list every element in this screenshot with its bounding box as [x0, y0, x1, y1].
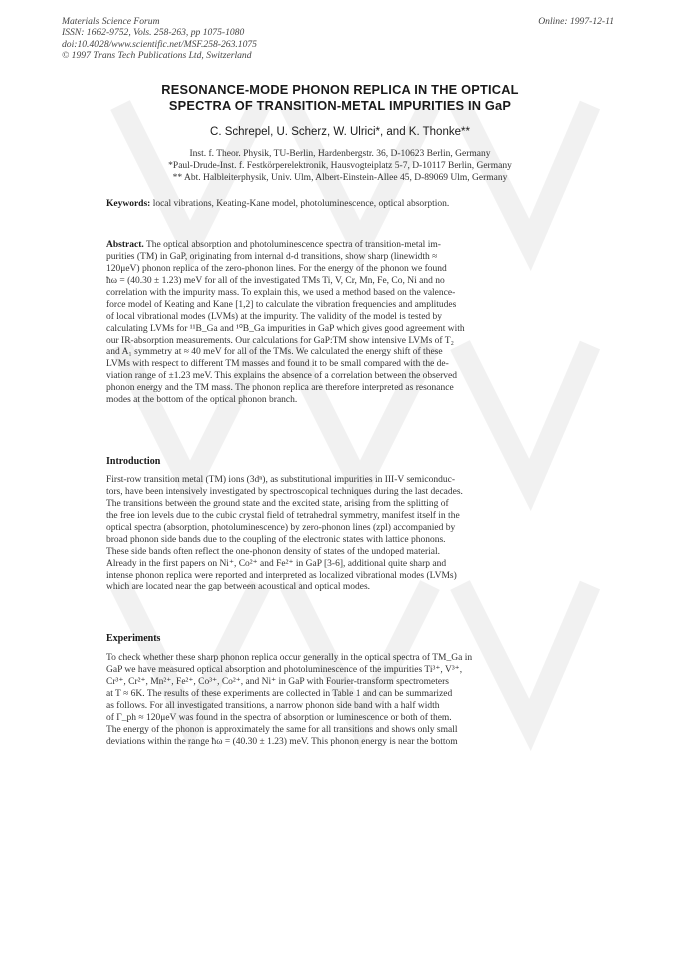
abstract-line: our IR-absorption measurements. Our calculations for GaP:TM show intensive LVMs of T₂	[106, 335, 454, 346]
abstract-line: 120μeV) phonon replica of the zero-phonon lines. For the energy of the phonon we found	[106, 263, 447, 274]
experiments-line: at T ≈ 6K. The results of these experiments are collected in Table 1 and can be summarized	[106, 688, 453, 699]
abstract-line: LVMs with respect to different TM masses and found it to be small compared with the de-	[106, 359, 449, 370]
experiments-line: as follows. For all investigated transitions, a narrow phonon side band with a half width	[106, 700, 440, 711]
abstract-line	[106, 240, 578, 252]
title-line-1: RESONANCE-MODE PHONON REPLICA IN THE OPTICAL	[161, 82, 519, 97]
title-line-2: SPECTRA OF TRANSITION-METAL IMPURITIES IN GaP	[168, 97, 512, 113]
abstract-line: of local vibrational modes (LVMs) at the impurity. The validity of the model is tested by	[106, 311, 443, 322]
experiments-line: GaP we have measured optical absorption and photoluminescence of the impurities Ti³⁺, V³⁺,	[106, 664, 463, 675]
introduction-heading: Introduction	[106, 456, 161, 467]
issn-line: ISSN: 1662-9752, Vols. 258-263, pp 1075-1080	[62, 27, 245, 39]
paper-title	[60, 82, 620, 113]
abstract-line: calculating LVMs for ¹¹B_Ga and ¹⁰B_Ga impurities in GaP which gives good agreement with	[106, 323, 465, 334]
abstract-line: phonon energy and the TM mass. The phonon replica are therefore interpreted as resonance	[106, 383, 454, 394]
abstract-line: and A₁ symmetry at ≈ 40 meV for all of the TMs. We calculated the energy shift of these	[106, 347, 443, 358]
abstract-first-text: The optical absorption and photoluminescence spectra of transition-metal im-	[145, 240, 441, 250]
abstract-line: force model of Keating and Kane [1,2] to calculate the vibration frequencies and amplitudes	[106, 299, 457, 310]
journal-name: Materials Science Forum	[62, 16, 160, 27]
intro-line: These side bands often reflect the one-phonon density of states of the undoped material.	[106, 546, 440, 557]
affiliation-3: ** Abt. Halbleiterphysik, Univ. Ulm, Albert-Einstein-Allee 45, D-89069 Ulm, Germany	[172, 172, 508, 183]
keywords-text: local vibrations, Keating-Kane model, photoluminescence, optical absorption.	[152, 199, 450, 209]
journal-header	[62, 16, 257, 61]
affiliation-1: Inst. f. Theor. Physik, TU-Berlin, Hardenbergstr. 36, D-10623 Berlin, Germany	[189, 149, 491, 159]
intro-line: Already in the first papers on Ni⁺, Co²⁺ and Fe²⁺ in GaP [3-6], additional quite sharp and	[106, 558, 447, 569]
intro-line: the free ion levels due to the cubic crystal field of tetrahedral symmetry, manifest itself in the	[106, 510, 460, 521]
intro-line: The transitions between the ground state and the excited state, arising from the splitting of	[106, 498, 449, 509]
abstract-line: viation range of ±1.23 meV. This explains the absence of a correlation between the observed	[106, 371, 457, 382]
experiments-line: of Γ_ph ≈ 120μeV was found in the spectra of absorption or luminescence or both of them.	[106, 712, 452, 723]
experiments-line: The energy of the phonon is approximately the same for all transitions and shows only small	[106, 724, 458, 735]
experiments-line: deviations within the range ħω = (40.30 ± 1.23) meV. This phonon energy is near the bottom	[106, 736, 458, 747]
experiments-line: Cr³⁺, Cr²⁺, Mn²⁺, Fe²⁺, Co³⁺, Co²⁺, and Ni⁺ in GaP with Fourier-transform spectrometers	[106, 676, 449, 687]
experiments-paragraph	[106, 653, 578, 749]
intro-line: optical spectra (absorption, photoluminescence) by zero-phonon lines (zpl) accompanied by	[106, 522, 456, 533]
intro-line: tors, have been intensively investigated by spectroscopical techniques during the last decades.	[106, 486, 463, 497]
intro-line: First-row transition metal (TM) ions (3dⁿ), as substitutional impurities in III-V semiconduc-	[106, 475, 455, 485]
abstract-label: Abstract.	[106, 240, 144, 250]
introduction-paragraph	[106, 475, 578, 594]
abstract-line: correlation with the impurity mass. To explain this, we used a method based on the valence-	[106, 287, 456, 298]
abstract-paragraph	[106, 240, 578, 407]
copyright-line: © 1997 Trans Tech Publications Ltd, Switzerland	[62, 49, 252, 61]
abstract-line: purities (TM) in GaP, originating from internal d-d transitions, show sharp (linewidth ≈	[106, 251, 438, 262]
keywords-label: Keywords:	[106, 199, 151, 209]
doi-line[interactable]: doi:10.4028/www.scientific.net/MSF.258-263.1075	[62, 38, 257, 50]
experiments-heading: Experiments	[106, 633, 161, 644]
intro-line: which are located near the gap between acoustical and optical modes.	[106, 582, 371, 593]
intro-line: broad phonon side bands due to the coupling of the electronic states with lattice phonons.	[106, 534, 446, 545]
abstract-line: modes at the bottom of the optical phonon branch.	[106, 395, 298, 406]
affiliations	[60, 149, 620, 185]
online-date: Online: 1997-12-11	[538, 16, 614, 27]
intro-line: intense phonon replica were reported and interpreted as localized vibrational modes (LVMs)	[106, 570, 457, 581]
experiments-line: To check whether these sharp phonon replica occur generally in the optical spectra of TM_Ga in	[106, 653, 473, 663]
affiliation-2: *Paul-Drude-Inst. f. Festkörperelektronik, Hausvogteiplatz 5-7, D-10117 Berlin, Germany	[168, 160, 512, 171]
author-list: C. Schrepel, U. Scherz, W. Ulrici*, and K. Thonke**	[210, 126, 470, 138]
abstract-line: ħω = (40.30 ± 1.23) meV for all of the investigated TMs Ti, V, Cr, Mn, Fe, Co, Ni and no	[106, 275, 445, 286]
keywords	[106, 199, 578, 209]
